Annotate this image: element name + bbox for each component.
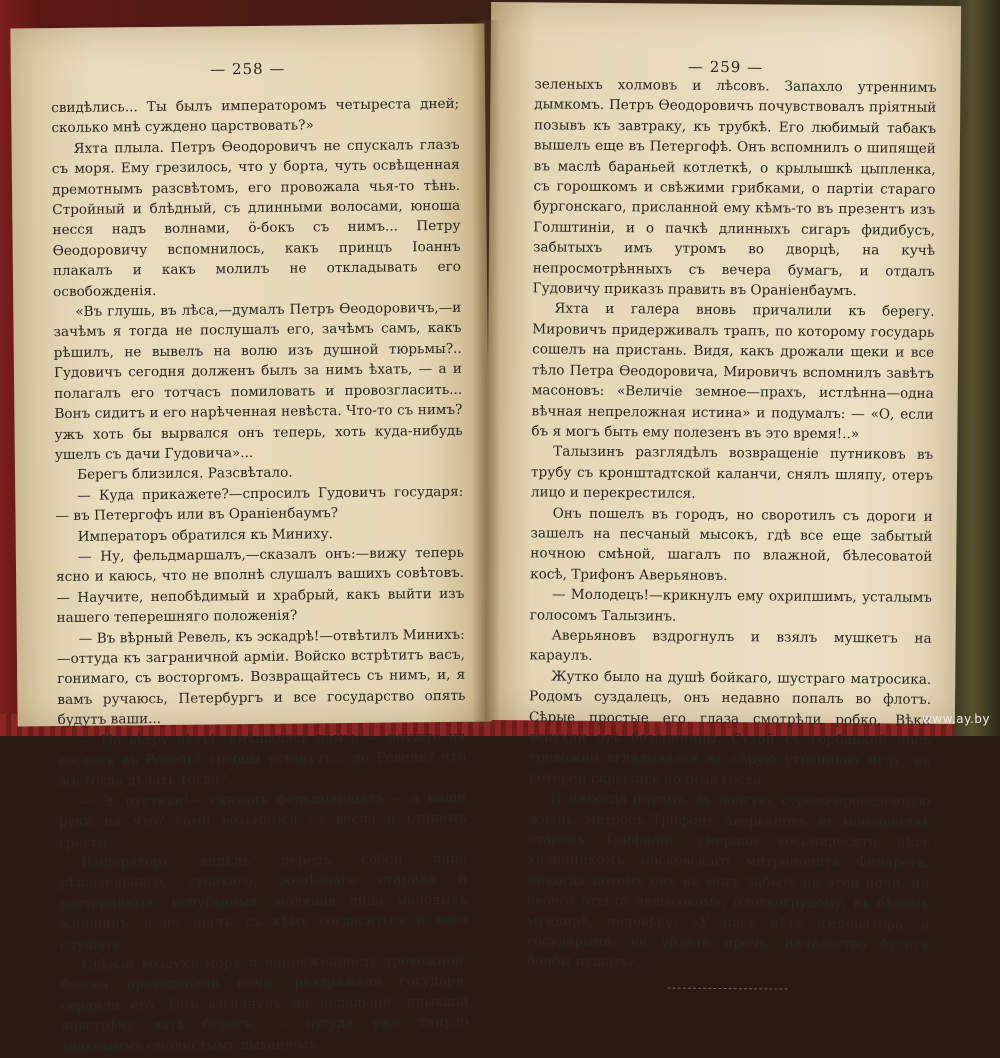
book-gutter-shadow bbox=[472, 20, 500, 725]
paragraph: Свѣжій воздухъ моря и напряженность тревожной, безсна проведенной ночи, раздражали государя, сердили его. Онъ взглянулъ на недальній, плывшій навстрѣчу яхтѣ берегъ, — оттуда уже тянуло знакомымъ смолистымъ дыханіемъ bbox=[60, 952, 469, 1055]
paragraph: Яхта и галера вновь причалили къ берегу. Мировичъ придерживалъ трапъ, по которому государь сошелъ на пристань. Видя, какъ дрожали щеки и все тѣло Петра Ѳеодоровича, Мировичъ вспомнилъ завѣтъ масоновъ: «Величіе земное—прахъ, истлѣнна—одна вѣчная непреложная истина» и подумалъ: — «О, если бъ я могъ быть ему полезенъ въ это время!..» bbox=[531, 300, 935, 443]
paragraph: Талызинъ разглядѣлъ возвращеніе путниковъ въ трубу съ кронштадтской каланчи, снялъ шляпу, отеръ лицо и перекрестился. bbox=[530, 443, 934, 502]
paragraph: зеленыхъ холмовъ и лѣсовъ. Запахло утреннимъ дымкомъ. Петръ Ѳеодоровичъ почувствовалъ пріятный позывъ къ завтраку, къ трубкѣ. Его любимый табакъ вышелъ еще въ Петергофѣ. Онъ вспомнилъ о шипящей въ маслѣ бараньей котлеткѣ, о крылышкѣ цыпленка, съ горошкомъ и свѣжими грибками, о партіи стараго бургонскаго, присланной ему кѣмъ-то въ презентъ изъ Голштиніи, и о пачкѣ длинныхъ сигаръ фидибусъ, забытыхъ имъ утромъ во дворцѣ, на кучѣ непросмотрѣнныхъ съ вечера бумагъ, и отдалъ Гудовичу приказъ править въ Ораніенбаумъ. bbox=[532, 76, 937, 300]
paragraph: И никогда потомъ, въ долгую, сурово-проведенную жизнь, матросъ Трифонъ Аверьяновъ, въ монашествѣ старецъ Трифилій, умершій восьмидесяти лѣтъ келейникомъ московскаго митрополита Филарета, никогда потомъ онъ не могъ забыть ни этой ночи, ни своего отвѣта невысокому, плоскогрудому, въ бѣломъ мундирѣ, человѣку: «У насъ нѣтъ императора, а государыня; не уйдете прочь, начальство будетъ бонбы пущать»... bbox=[526, 790, 931, 971]
paragraph: — Куда прикажете?—спросилъ Гудовичъ государя: — въ Петергофъ или въ Ораніенбаумъ? bbox=[55, 483, 464, 525]
chapter-end-rule bbox=[668, 987, 788, 989]
paragraph: — Но вѣтру нѣтъ!—вмѣшались дамы: — неужто на веслахъ въ Ревель? гребцы устанутъ... до Ревеля? что жъ тогда дѣлать тогда? bbox=[57, 728, 467, 790]
right-page-number: — 259 — bbox=[687, 57, 764, 77]
left-page-number: — 258 — bbox=[210, 59, 286, 79]
paragraph: — Молодецъ!—крикнулъ ему охрипшимъ, усталымъ голосомъ Талызинъ. bbox=[529, 586, 933, 625]
paragraph: «Въ глушь, въ лѣса,—думалъ Петръ Ѳеодоровичъ,—и зачѣмъ я тогда не послушалъ его, зачѣмъ самъ, какъ рѣшилъ, не вывелъ на волю изъ душной тюрьмы?.. Гудовичъ сегодня долженъ былъ за нимъ ѣхать, — а и полагалъ его тотчасъ помиловать и провозгласить... Вонъ сидитъ и его нарѣченная невѣста. Что-то съ нимъ? ужъ хоть бы вырвался онъ теперь, хоть куда-нибудь ушелъ съ дачи Гудовича»... bbox=[53, 299, 463, 463]
paragraph: свидѣлись... Ты былъ императоромъ четыреста дней; сколько мнѣ суждено царствовать?» bbox=[51, 95, 460, 137]
paragraph: Императоръ видѣлъ передъ собой лицо рѣшительнаго, стойкаго, желѣзнаго старика и растерянныя, испуганныя, молящія лица молодыхъ женщинъ, и не зналъ, съ кѣмъ согласиться и кого слушать. bbox=[59, 850, 468, 953]
paragraph: Берегъ близился. Разсвѣтало. bbox=[76, 464, 293, 484]
paragraph: Жутко было на душѣ бойкаго, шустраго матросика. Родомъ суздалецъ, онъ недавно попалъ во флотъ. Сѣрые простые его глаза смотрѣли робко. Вѣки вспухли отъ безсонницы. Сухой съ горбинкой носъ тревожно вглядывался въ сѣрую утреннюю мглу, въ которой скрылись ночные гости. bbox=[528, 668, 932, 789]
paragraph: Аверьяновъ вздрогнулъ и взялъ мушкетъ на караулъ. bbox=[529, 627, 932, 665]
right-page-text bbox=[527, 74, 937, 990]
paragraph: — Ну, фельдмаршалъ,—сказалъ онъ:—вижу теперь ясно и каюсь, что не вполнѣ слушалъ вашихъ совѣтовъ. — Научите, непобѣдимый и храбрый, какъ выйти изъ нашего теперешняго положенія? bbox=[56, 544, 465, 627]
paragraph: Яхта плыла. Петръ Ѳеодоровичъ не спускалъ глазъ съ моря. Ему грезилось, что у борта, чуть освѣщенная дремотнымъ разсвѣтомъ, его провожала чья-то тѣнь. Стройный и блѣдный, съ длинными волосами, юноша несся надъ волнами, ö-бокъ съ нимъ... Петру Ѳеодоровичу вспомнилось, какъ принцъ Іоаннъ плакалъ и какъ молилъ не откладывать его освобожденія. bbox=[51, 136, 461, 300]
paragraph: — Въ вѣрный Ревель, къ эскадрѣ!—отвѣтилъ Минихъ:—оттуда къ заграничной арміи. Войско встрѣтитъ васъ, гонимаго, съ восторгомъ. Возвращайтесь съ нимъ, и, я вамъ ручаюсь, Петербургъ и все государство опять будутъ ваши... bbox=[56, 626, 466, 729]
left-page bbox=[10, 24, 491, 1055]
paragraph: — Э, пустяки!— сказалъ фельдмаршалъ:— а наши руки на что? сами возьмемся за весла и станемъ грести... bbox=[58, 789, 467, 851]
watermark: www.ay.by bbox=[922, 712, 990, 726]
paragraph: Онъ пошелъ въ городъ, но своротилъ съ дороги и зашелъ на песчаный мысокъ, гдѣ все еще забытый ночною смѣной, шагалъ по влажной, бѣлесоватой косѣ, Трифонъ Аверьяновъ. bbox=[530, 505, 933, 584]
paragraph: Императоръ обратился къ Миниху. bbox=[77, 525, 333, 545]
left-page-text bbox=[51, 94, 469, 1057]
